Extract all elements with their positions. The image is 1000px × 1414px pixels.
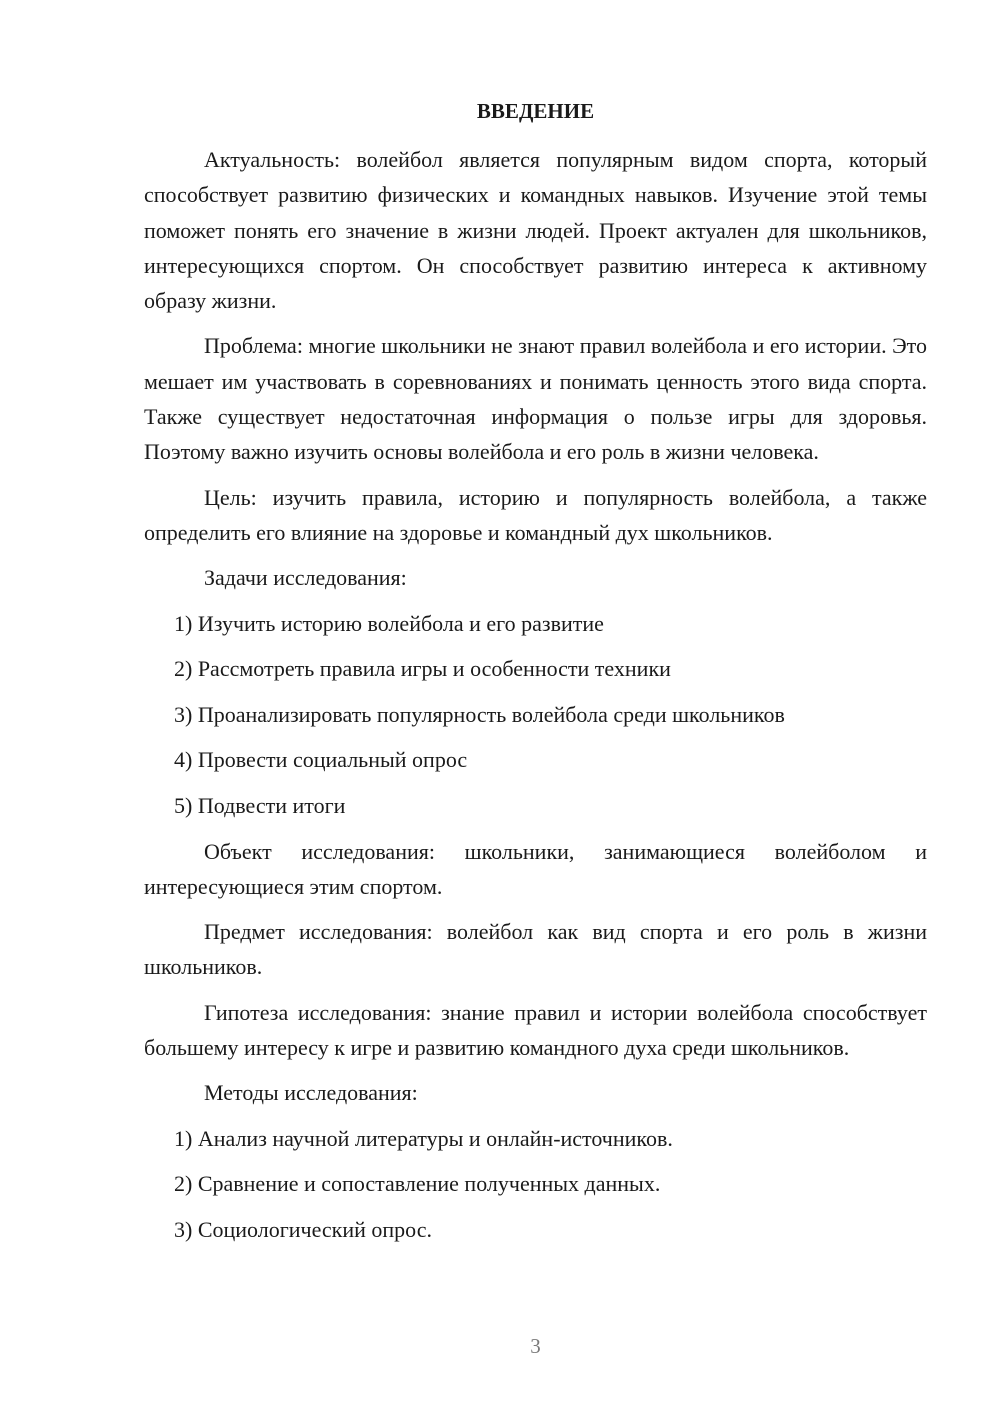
tasks-label: Задачи исследования: [204, 565, 407, 591]
methods-list [144, 1121, 927, 1247]
subject-paragraph: Предмет исследования: волейбол как вид спорта и его роль в жизни школьников. [144, 919, 927, 980]
list-item: 3) Проанализировать популярность волейбола среди школьников [174, 701, 785, 727]
goal-paragraph: Цель: изучить правила, историю и популярность волейбола, а также определить его влияние на здоровье и командный дух школьников. [144, 484, 927, 545]
list-item: 5) Подвести итоги [174, 792, 346, 818]
list-item: 2) Рассмотреть правила игры и особенности техники [174, 656, 671, 682]
object-paragraph: Объект исследования: школьники, занимающиеся волейболом и интересующиеся этим спортом. [144, 838, 927, 899]
page-content [144, 96, 927, 1257]
relevance-paragraph: Актуальность: волейбол является популярным видом спорта, который способствует развитию физических и командных навыков. Изучение этой темы поможет понять его значение в жизни людей. Проект актуален для школьников, интересующихся спортом. Он способствует развитию интереса к активному образу жизни. [144, 147, 927, 314]
list-item: 4) Провести социальный опрос [174, 747, 468, 773]
problem-paragraph: Проблема: многие школьники не знают правил волейбола и его истории. Это мешает им участвовать в соревнованиях и понимать ценность этого вида спорта. Также существует недостаточная информация о пользе игры для здоровья. Поэтому важно изучить основы волейбола и его роль в жизни человека. [144, 333, 927, 465]
list-item: 3) Социологический опрос. [174, 1216, 432, 1242]
methods-label: Методы исследования: [204, 1080, 418, 1106]
list-item: 1) Анализ научной литературы и онлайн-источников. [174, 1125, 673, 1151]
tasks-list [144, 606, 927, 824]
section-title: ВВЕДЕНИЕ [476, 99, 595, 123]
page-number: 3 [530, 1334, 541, 1358]
list-item: 2) Сравнение и сопоставление полученных данных. [174, 1171, 661, 1197]
hypothesis-paragraph: Гипотеза исследования: знание правил и истории волейбола способствует большему интересу к игре и развитию командного духа среди школьников. [144, 999, 927, 1061]
list-item: 1) Изучить историю волейбола и его развитие [174, 610, 604, 636]
